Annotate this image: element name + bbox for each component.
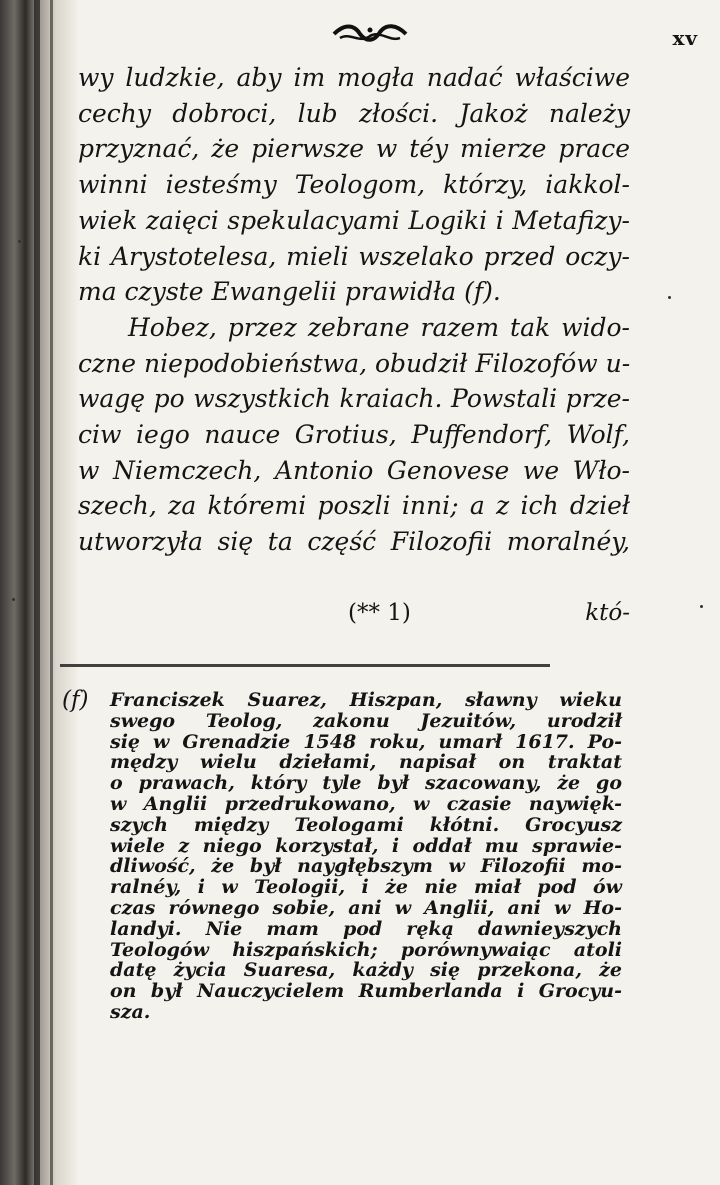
body-line: szech, za któremi poszli inni; a z ich dzieł xyxy=(78,491,630,521)
footnote-line: landyi. Nie mam pod ręką dawnieyszych xyxy=(110,917,622,940)
footnote-line: czas równego sobie, ani w Anglii, ani w Ho- xyxy=(110,896,622,919)
signature-mark: (** 1) xyxy=(348,600,411,626)
body-line: wiek zaięci spekulacyami Logiki i Metafizy- xyxy=(78,205,630,235)
footnote-body xyxy=(110,690,622,1023)
footnote-line: mędzy wielu dziełami, napisał on traktat xyxy=(110,751,622,774)
footnote-rule xyxy=(60,664,550,667)
footnote-line: ralnéy, i w Teologii, i że nie miał pod ów xyxy=(110,876,622,899)
footnote-line: o prawach, który tyle był szacowany, że go xyxy=(110,772,622,795)
footnote-line: on był Nauczycielem Rumberlanda i Grocyu- xyxy=(110,980,622,1003)
footnote-line: Teologów hiszpańskich; porównywaiąc atoli xyxy=(110,938,622,961)
body-line: w Niemczech, Antonio Genovese we Wło- xyxy=(78,455,630,485)
footnote-line: datę życia Suaresa, każdy się przekona, że xyxy=(110,959,622,982)
body-line: przyznać, że pierwsze w téy mierze prace xyxy=(78,134,630,164)
footnote xyxy=(62,687,622,1023)
body-line: ma czyste Ewangelii prawidła (f). xyxy=(78,277,501,307)
body-line: ciw iego nauce Grotius, Puffendorf, Wolf, xyxy=(78,420,630,450)
footnote-line: dliwość, że był naygłębszym w Filozofii mo- xyxy=(110,855,622,878)
body-line: utworzyła się ta część Filozofii moralnéy, xyxy=(78,527,630,557)
binding-shadow xyxy=(34,0,40,1185)
binding-shadow-2 xyxy=(50,0,53,1185)
paper-speck xyxy=(12,598,15,601)
footnote-line: sza. xyxy=(110,1000,151,1023)
paragraph-start-line: Hobez, przez zebrane razem tak wido- xyxy=(128,312,630,342)
body-line: wy ludzkie, aby im mogła nadać właściwe xyxy=(78,63,630,92)
footnote-line: swego Teolog, zakonu Jezuitów, urodził xyxy=(110,709,622,732)
page-number: xv xyxy=(672,26,698,50)
body-line: cechy dobroci, lub złości. Jakoż należy xyxy=(78,98,630,128)
body-line: ki Arystotelesa, mieli wszelako przed oczy- xyxy=(78,241,630,271)
paper-speck xyxy=(668,296,671,299)
footnote-line: szych między Teologami kłótni. Grocyusz xyxy=(110,813,622,836)
printer-ornament-icon xyxy=(330,18,410,48)
body-line: czne niepodobieństwa, obudził Filozofów u- xyxy=(78,348,631,378)
footnote-line: się w Grenadzie 1548 roku, umarł 1617. Po- xyxy=(110,730,622,753)
footnote-line: wiele z niego korzystał, i oddał mu sprawie- xyxy=(110,834,622,857)
paper-speck xyxy=(700,605,703,608)
body-line: winni iesteśmy Teologom, którzy, iakkol- xyxy=(78,170,630,200)
catchword: któ- xyxy=(585,600,630,626)
paper-speck xyxy=(18,240,21,243)
footnote-line: w Anglii przedrukowano, w czasie naywięk- xyxy=(110,792,622,815)
body-line: wagę po wszystkich kraiach. Powstali prze- xyxy=(78,384,630,414)
footnote-line: Franciszek Suarez, Hiszpan, sławny wieku xyxy=(110,689,622,711)
body-text xyxy=(78,60,630,560)
footnote-marker: (f) xyxy=(62,687,89,713)
